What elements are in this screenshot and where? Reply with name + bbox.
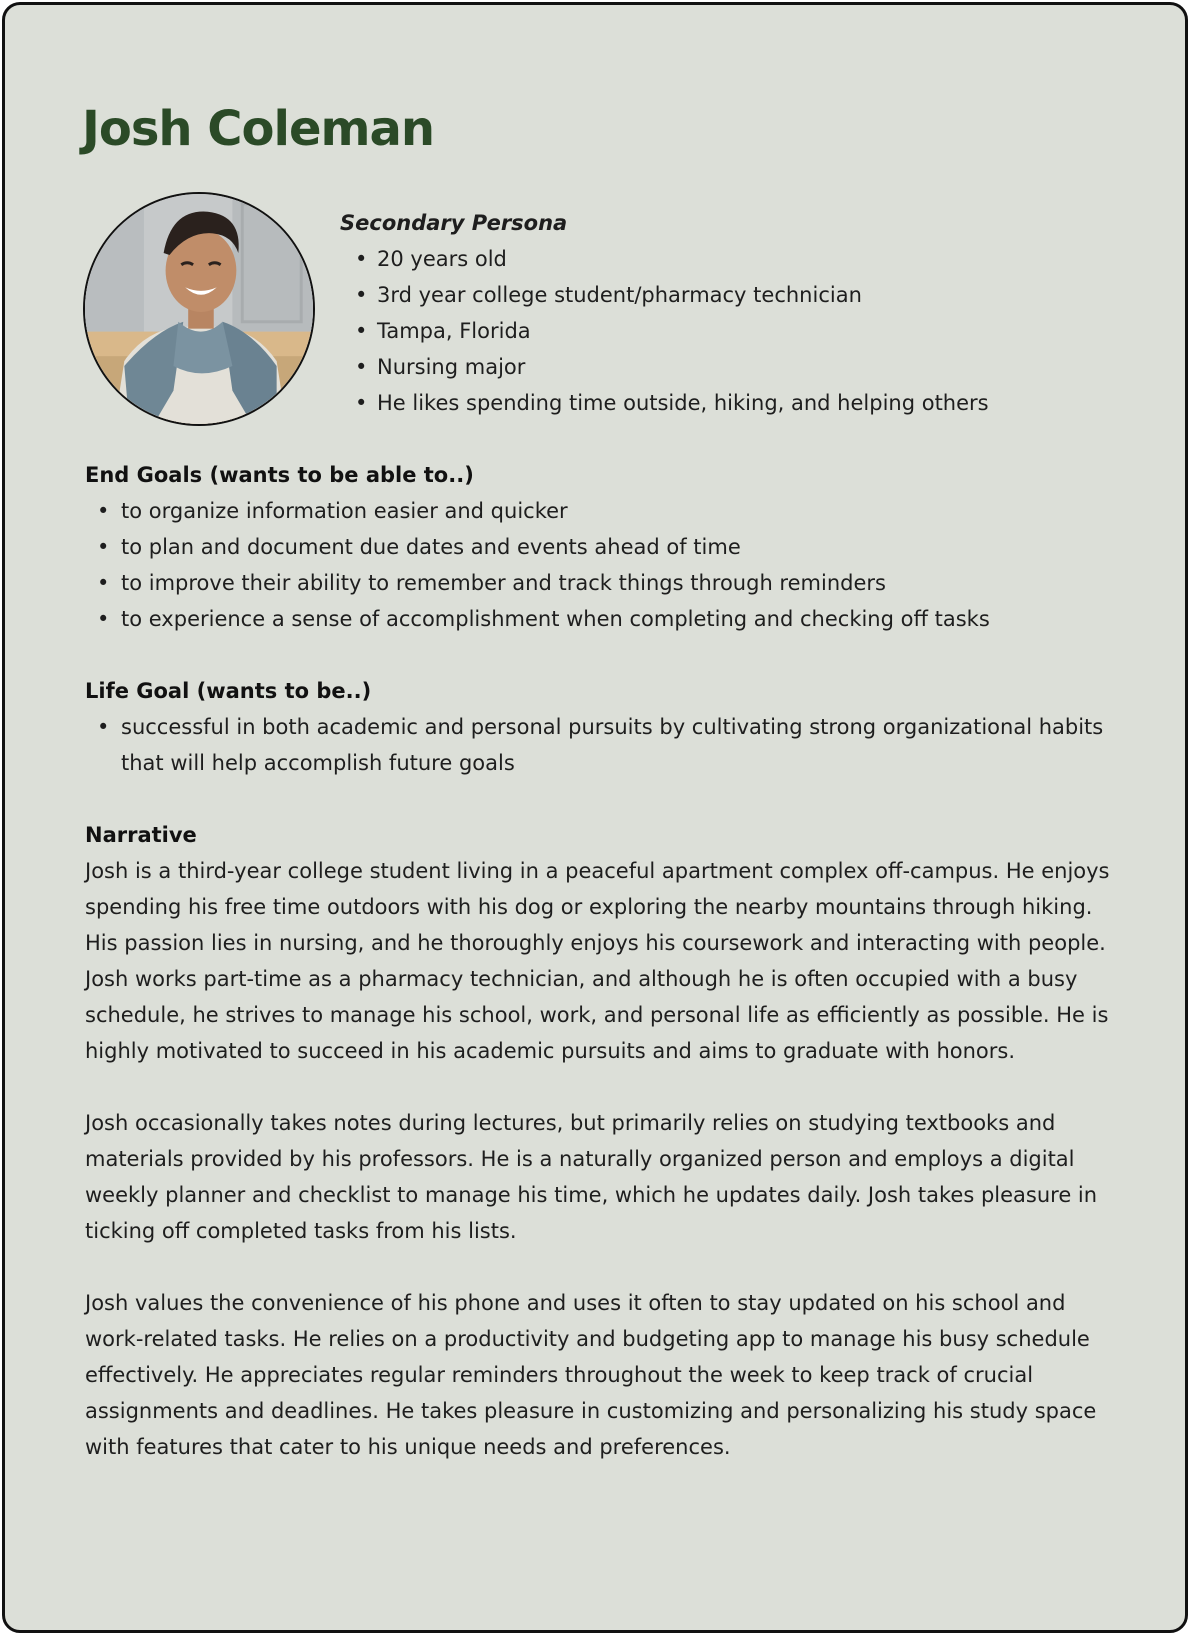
narrative-paragraph: Josh occasionally takes notes during lectures, but primarily relies on studying textbooks and materials provided by his professors. He is a naturally organized person and employs a digital weekly planner and checklist to manage his time, which he updates daily. Josh takes pleasure in ticking off completed tasks from his lists.: [85, 1111, 1098, 1243]
persona-card: [2, 2, 1188, 1633]
list-item: • Nursing major: [340, 349, 1160, 385]
persona-facts-list: [340, 241, 1160, 421]
list-item: • to plan and document due dates and events ahead of time: [85, 529, 1145, 565]
narrative-paragraph: Josh is a third-year college student living in a peaceful apartment complex off-campus. He enjoys spending his free time outdoors with his dog or exploring the nearby mountains through hiking. His passion lies in nursing, and he thoroughly enjoys his coursework and interacting with people. Josh works part-time as a pharmacy technician, and although he is often occupied with a busy schedule, he strives to manage his school, work, and personal life as efficiently as possible. He is highly motivated to succeed in his academic pursuits and aims to graduate with honors.: [85, 859, 1110, 1063]
end-goals-title: End Goals (wants to be able to..): [85, 463, 474, 487]
end-goals-list: [85, 493, 1145, 637]
list-item: • successful in both academic and personal pursuits by cultivating strong organizational habits that will help accomplish future goals: [85, 709, 1115, 781]
narrative-section: [85, 817, 1125, 1501]
avatar-photo: [85, 194, 313, 424]
list-item: • to improve their ability to remember and track things through reminders: [85, 565, 1145, 601]
list-item: • to experience a sense of accomplishment when completing and checking off tasks: [85, 601, 1145, 637]
narrative-title: Narrative: [85, 823, 197, 847]
life-goal-section: [85, 673, 1115, 781]
list-item: • 3rd year college student/pharmacy technician: [340, 277, 1160, 313]
narrative-paragraph: Josh values the convenience of his phone and uses it often to stay updated on his school and work-related tasks. He relies on a productivity and budgeting app to manage his busy schedule effectively. He appreciates regular reminders throughout the week to keep track of crucial assignments and deadlines. He takes pleasure in customizing and personalizing his study space with features that cater to his unique needs and preferences.: [85, 1291, 1097, 1459]
persona-type-label: Secondary Persona: [340, 211, 568, 235]
persona-name: Josh Coleman: [82, 101, 435, 157]
end-goals-section: [85, 457, 1145, 637]
life-goal-title: Life Goal (wants to be..): [85, 679, 372, 703]
list-item: • to organize information easier and quicker: [85, 493, 1145, 529]
avatar: [83, 192, 315, 426]
list-item: • Tampa, Florida: [340, 313, 1160, 349]
list-item: • 20 years old: [340, 241, 1160, 277]
list-item: • He likes spending time outside, hiking, and helping others: [340, 385, 1160, 421]
persona-summary: [340, 205, 1160, 421]
life-goal-list: [85, 709, 1115, 781]
